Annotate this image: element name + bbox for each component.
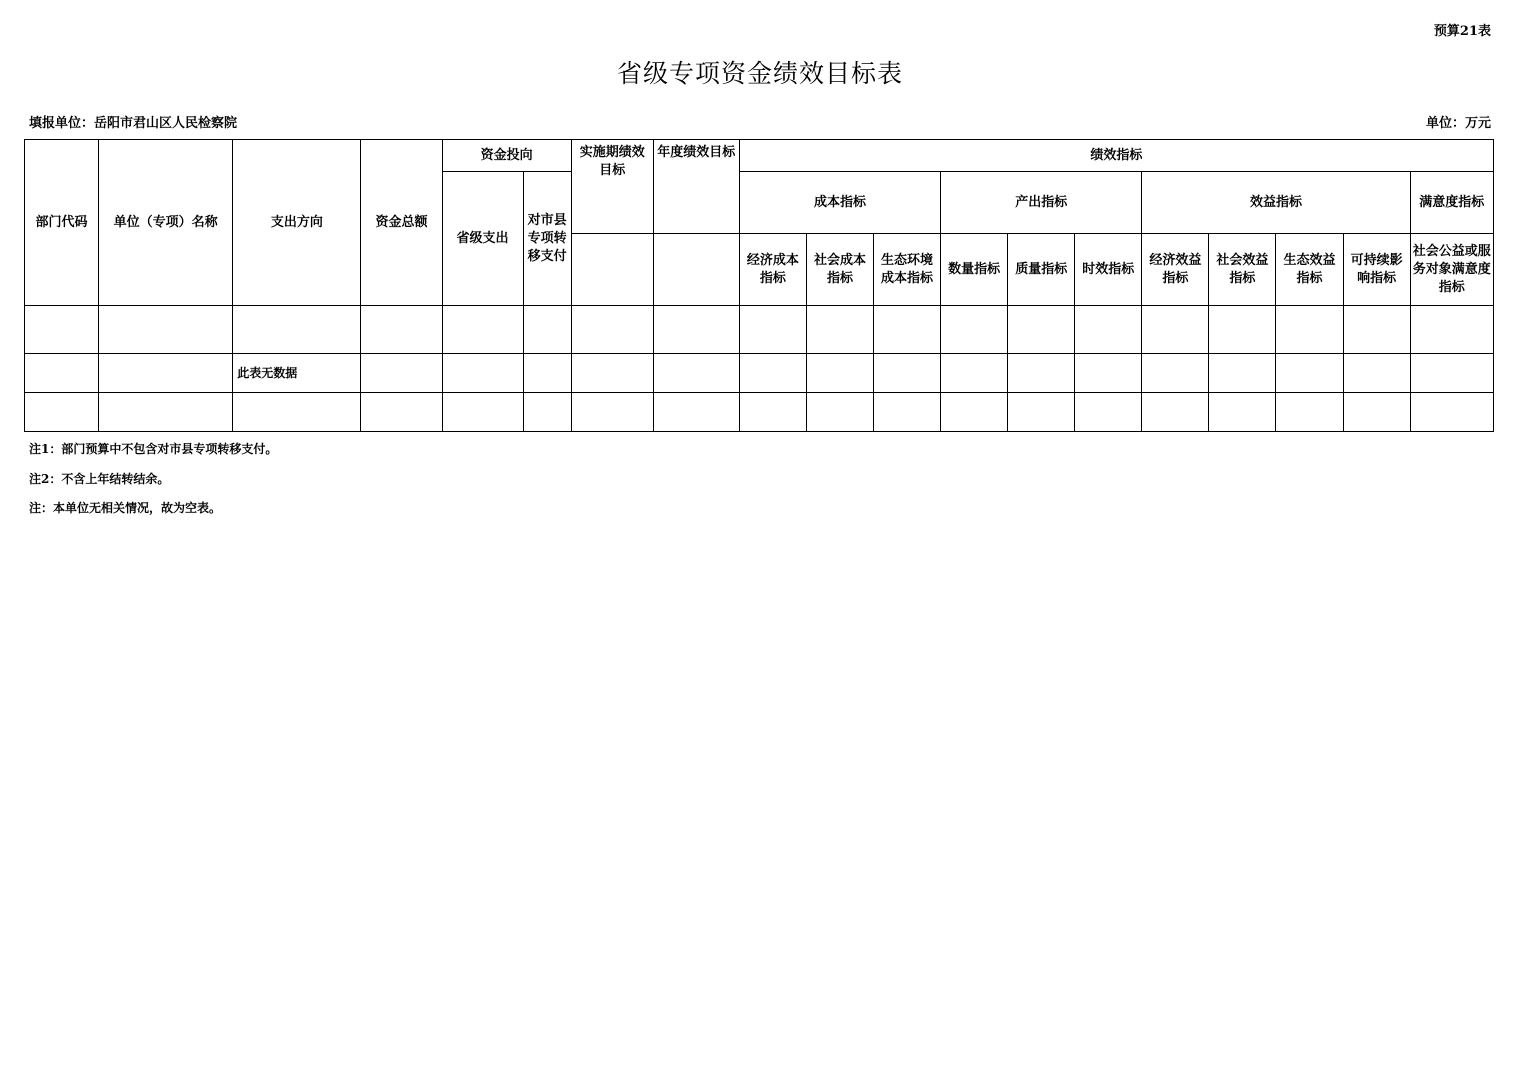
header-quantity: 数量指标 [941, 234, 1008, 306]
header-benefit: 效益指标 [1142, 172, 1410, 234]
header-perf: 绩效指标 [739, 140, 1493, 172]
period-goal-blank [571, 234, 653, 306]
unit-label: 单位：万元 [1425, 116, 1491, 131]
header-social-cost: 社会成本指标 [806, 234, 873, 306]
header-econ-cost: 经济成本指标 [739, 234, 806, 306]
header-social-benefit: 社会效益指标 [1209, 234, 1276, 306]
fill-unit: 填报单位：岳阳市君山区人民检察院 [29, 116, 238, 131]
table-row [25, 354, 1494, 393]
header-period-goal: 实施期绩效目标 [571, 140, 653, 234]
table-row [25, 306, 1494, 354]
performance-table [24, 139, 1494, 432]
header-total: 资金总额 [361, 140, 442, 306]
header-timeliness: 时效指标 [1075, 234, 1142, 306]
page-title: 省级专项资金绩效目标表 [616, 59, 903, 88]
header-dept-code: 部门代码 [25, 140, 99, 306]
no-data-text: 此表无数据 [233, 354, 361, 393]
header-cost: 成本指标 [739, 172, 940, 234]
header-eco-cost: 生态环境成本指标 [874, 234, 941, 306]
note-1: 注1：部门预算中不包含对市县专项转移支付。 [29, 442, 278, 456]
header-econ-benefit: 经济效益指标 [1142, 234, 1209, 306]
header-fund-flow: 资金投向 [442, 140, 571, 172]
header-provincial: 省级支出 [442, 172, 523, 306]
header-sustain: 可持续影响指标 [1343, 234, 1410, 306]
header-output: 产出指标 [941, 172, 1142, 234]
header-service-satisfaction: 社会公益或服务对象满意度指标 [1410, 234, 1493, 306]
header-unit-name: 单位（专项）名称 [99, 140, 233, 306]
header-satisfaction: 满意度指标 [1410, 172, 1493, 234]
header-eco-benefit: 生态效益指标 [1276, 234, 1343, 306]
annual-goal-blank [653, 234, 739, 306]
table-row [25, 393, 1494, 432]
note-3: 注：本单位无相关情况，故为空表。 [29, 501, 222, 515]
note-2: 注2：不含上年结转结余。 [29, 472, 170, 486]
form-code: 预算21表 [1433, 24, 1491, 39]
header-direction: 支出方向 [233, 140, 361, 306]
header-transfer: 对市县专项转移支付 [523, 172, 571, 306]
header-row-1 [25, 140, 1494, 172]
header-annual-goal: 年度绩效目标 [653, 140, 739, 234]
header-quality: 质量指标 [1008, 234, 1075, 306]
